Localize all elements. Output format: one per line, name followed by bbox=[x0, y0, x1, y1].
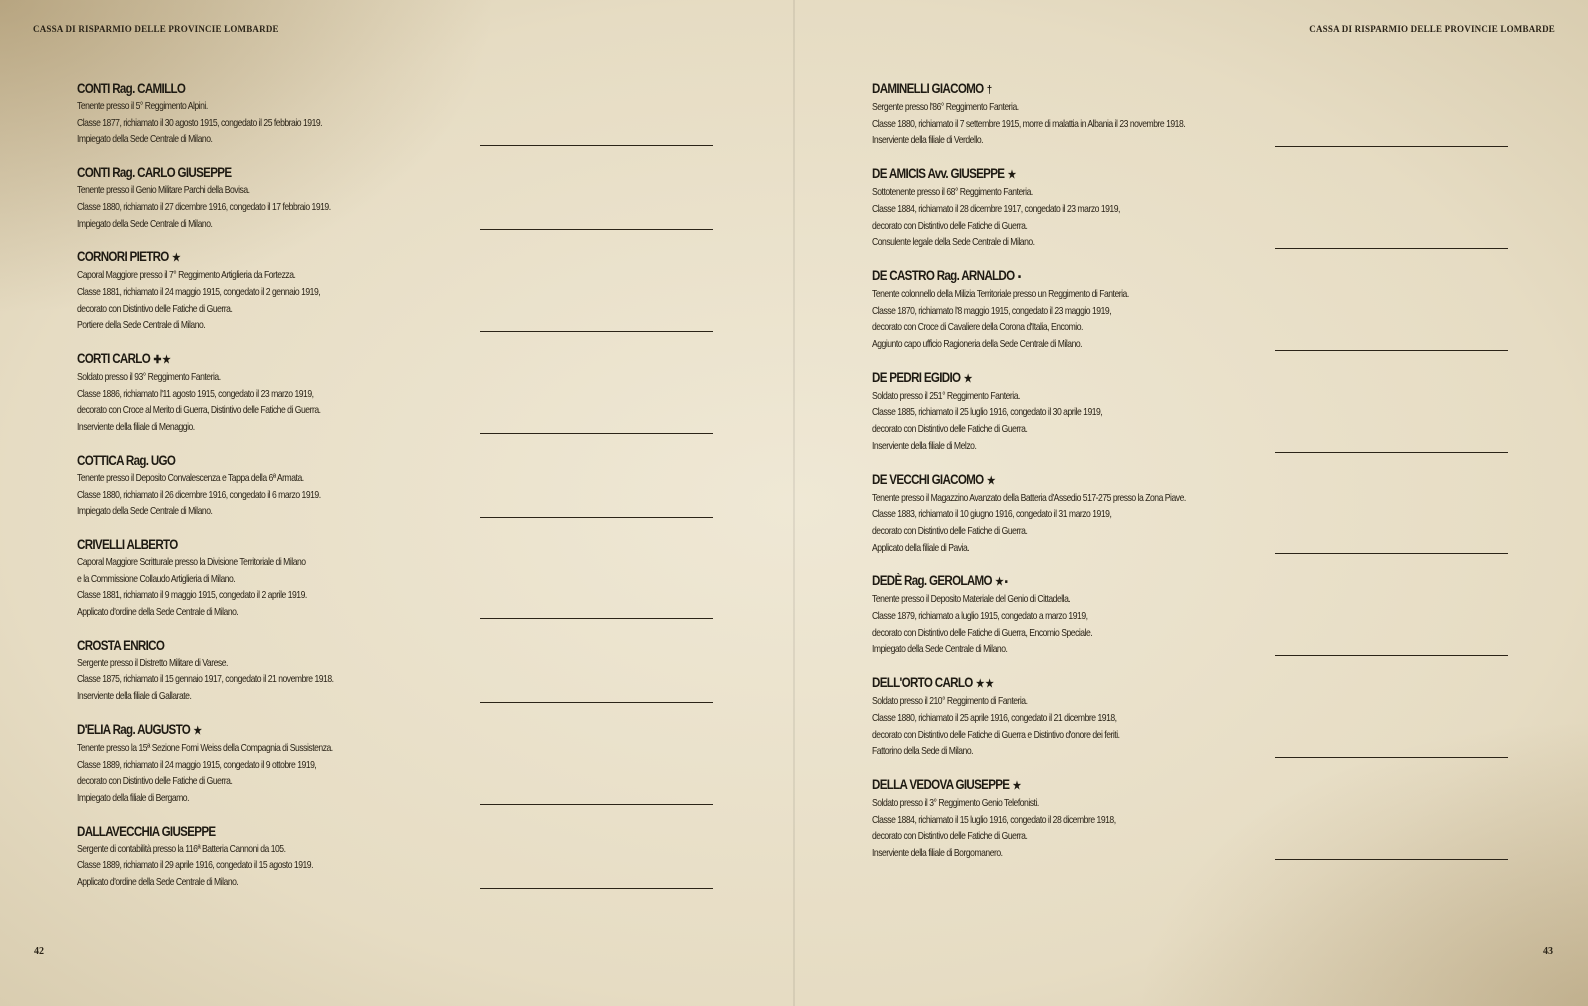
signature-rule bbox=[1275, 350, 1508, 351]
decoration-marks-icon: ★▪ bbox=[995, 576, 1009, 589]
entry-name bbox=[77, 823, 627, 841]
entry-detail-line: Sergente di contabilità presso la 116ª Batteria Cannoni da 105. bbox=[77, 842, 286, 855]
entry-detail-line: Consulente legale della Sede Centrale di Milano. bbox=[872, 236, 1035, 249]
decoration-marks-icon: † bbox=[986, 84, 994, 96]
entry-detail-line: Classe 1880, richiamato il 25 aprile 1916, congedato il 21 dicembre 1918, bbox=[872, 711, 1117, 724]
roll-entry bbox=[872, 267, 1512, 353]
entry-detail-line: Inserviente della filiale di Gallarate. bbox=[77, 690, 192, 703]
entry-detail-line: Classe 1881, richiamato il 9 maggio 1915, congedato il 2 aprile 1919. bbox=[77, 589, 307, 602]
left-page-column bbox=[77, 80, 717, 907]
signature-rule bbox=[1275, 757, 1508, 758]
entry-detail-line: Classe 1889, richiamato il 24 maggio 1915, congedato il 9 ottobre 1919, bbox=[77, 758, 317, 771]
entry-name-text: DE VECCHI GIACOMO bbox=[872, 471, 984, 487]
entry-detail-line: Sergente presso l'86° Reggimento Fanteria. bbox=[872, 101, 1019, 113]
signature-rule bbox=[480, 702, 713, 703]
entry-detail-line: Classe 1885, richiamato il 25 luglio 1916, congedato il 30 aprile 1919, bbox=[872, 406, 1103, 419]
decoration-marks-icon: ★ bbox=[1012, 779, 1023, 792]
entry-name bbox=[77, 721, 627, 740]
roll-entry bbox=[77, 536, 717, 621]
decoration-marks-icon: ★ bbox=[172, 252, 182, 265]
signature-rule bbox=[480, 517, 713, 518]
entry-name bbox=[872, 369, 1422, 388]
roll-entry bbox=[77, 823, 717, 891]
signature-rule bbox=[480, 145, 713, 146]
entry-name bbox=[872, 572, 1422, 591]
decoration-marks-icon: ★ bbox=[986, 474, 997, 487]
signature-rule bbox=[1275, 452, 1508, 453]
roll-entry bbox=[872, 572, 1512, 658]
entry-detail-line: Inserviente della filiale di Borgomanero. bbox=[872, 847, 1003, 860]
entry-detail-line: Soldato presso il 3° Reggimento Genio Telefonisti. bbox=[872, 796, 1039, 809]
entry-detail-line: Inserviente della filiale di Menaggio. bbox=[77, 421, 195, 434]
decoration-marks-icon: ★★ bbox=[976, 678, 995, 691]
entry-detail-line: Classe 1880, richiamato il 27 dicembre 1916, congedato il 17 febbraio 1919. bbox=[77, 200, 331, 213]
entry-detail-line: Tenente presso la 15ª Sezione Forni Weiss della Compagnia di Sussistenza. bbox=[77, 741, 333, 754]
entry-name-text: CRIVELLI ALBERTO bbox=[77, 536, 178, 552]
page-number-left: 42 bbox=[34, 946, 44, 957]
entry-detail-line: Applicato d'ordine della Sede Centrale di Milano. bbox=[77, 876, 239, 889]
roll-entry bbox=[872, 165, 1512, 251]
entry-detail-line: Sottotenente presso il 68° Reggimento Fanteria. bbox=[872, 186, 1033, 199]
entry-name-text: CONTI Rag. CARLO GIUSEPPE bbox=[77, 165, 232, 181]
entry-detail-line: Inserviente della filiale di Verdello. bbox=[872, 134, 984, 147]
entry-detail-line: Aggiunto capo ufficio Ragioneria della Sede Centrale di Milano. bbox=[872, 338, 1083, 351]
entry-detail-line: Classe 1883, richiamato il 10 giugno 1916, congedato il 31 marzo 1919, bbox=[872, 508, 1112, 521]
entry-name-text: CORNORI PIETRO bbox=[77, 249, 169, 265]
roll-entry bbox=[77, 350, 717, 436]
entry-detail-line: Classe 1877, richiamato il 30 agosto 1915, congedato il 25 febbraio 1919. bbox=[77, 116, 323, 129]
entry-detail-line: Classe 1879, richiamato a luglio 1915, congedato a marzo 1919, bbox=[872, 610, 1088, 623]
entry-name bbox=[872, 267, 1422, 286]
signature-rule bbox=[1275, 859, 1508, 860]
page-gutter bbox=[793, 0, 795, 1006]
entry-detail-line: Classe 1886, richiamato l'11 agosto 1915, congedato il 23 marzo 1919, bbox=[77, 387, 314, 400]
entry-detail-line: Classe 1889, richiamato il 29 aprile 1916, congedato il 15 agosto 1919. bbox=[77, 859, 313, 872]
entry-name-text: DE CASTRO Rag. ARNALDO bbox=[872, 267, 1015, 283]
entry-detail-line: Soldato presso il 93° Reggimento Fanteria. bbox=[77, 371, 221, 384]
entry-name-text: CONTI Rag. CAMILLO bbox=[77, 81, 186, 96]
entry-detail-line: Classe 1884, richiamato il 15 luglio 1916, congedato il 28 dicembre 1918, bbox=[872, 813, 1116, 826]
entry-detail-line: e la Commissione Collaudo Artiglieria di Milano. bbox=[77, 572, 236, 585]
signature-rule bbox=[480, 804, 713, 805]
signature-rule bbox=[1275, 146, 1508, 147]
entry-detail-line: decorato con Distintivo delle Fatiche di Guerra. bbox=[872, 219, 1028, 232]
entry-detail-line: Classe 1880, richiamato il 26 dicembre 1916, congedato il 6 marzo 1919. bbox=[77, 488, 321, 501]
entry-detail-line: decorato con Croce al Merito di Guerra, Distintivo delle Fatiche di Guerra. bbox=[77, 404, 321, 417]
decoration-marks-icon: ★ bbox=[963, 372, 974, 385]
entry-name bbox=[872, 471, 1422, 490]
roll-entry bbox=[872, 471, 1512, 557]
roll-entry bbox=[872, 369, 1512, 455]
entry-name bbox=[77, 637, 627, 655]
entry-detail-line: Applicato della filiale di Pavia. bbox=[872, 541, 970, 554]
entry-detail-line: decorato con Distintivo delle Fatiche di Guerra e Distintivo d'onore dei feriti. bbox=[872, 728, 1120, 741]
entry-name bbox=[77, 248, 627, 267]
entry-detail-line: Impiegato della Sede Centrale di Milano. bbox=[77, 505, 213, 518]
entry-name bbox=[77, 350, 627, 369]
entry-detail-line: Impiegato della Sede Centrale di Milano. bbox=[77, 217, 213, 230]
decoration-marks-icon: ▪ bbox=[1017, 270, 1023, 283]
entry-name bbox=[872, 674, 1422, 693]
entry-detail-line: Fattorino della Sede di Milano. bbox=[872, 745, 974, 758]
roll-entry bbox=[77, 164, 717, 232]
entry-detail-line: decorato con Distintivo delle Fatiche di Guerra. bbox=[872, 423, 1028, 436]
decoration-marks-icon: ★ bbox=[1007, 169, 1018, 182]
entry-name-text: DALLAVECCHIA GIUSEPPE bbox=[77, 823, 216, 839]
entry-detail-line: Tenente presso il Deposito Materiale del Genio di Cittadella. bbox=[872, 593, 1071, 606]
entry-detail-line: decorato con Distintivo delle Fatiche di Guerra. bbox=[872, 830, 1028, 843]
signature-rule bbox=[480, 331, 713, 332]
roll-entry bbox=[872, 80, 1512, 149]
entry-detail-line: Tenente presso il Deposito Convalescenza e Tappa della 6ª Armata. bbox=[77, 471, 304, 484]
entry-detail-line: decorato con Croce di Cavaliere della Corona d'Italia, Encomio. bbox=[872, 321, 1083, 334]
roll-entry bbox=[872, 776, 1512, 862]
decoration-marks-icon: ★ bbox=[193, 724, 203, 737]
entry-detail-line: decorato con Distintivo delle Fatiche di Guerra. bbox=[872, 524, 1028, 537]
signature-rule bbox=[480, 433, 713, 434]
entry-detail-line: Classe 1884, richiamato il 28 dicembre 1917, congedato il 23 marzo 1919, bbox=[872, 202, 1120, 215]
signature-rule bbox=[480, 888, 713, 889]
entry-name-text: D'ELIA Rag. AUGUSTO bbox=[77, 721, 191, 737]
entry-detail-line: Portiere della Sede Centrale di Milano. bbox=[77, 319, 206, 332]
roll-entry bbox=[77, 80, 717, 148]
right-page-column bbox=[872, 80, 1512, 878]
entry-name bbox=[872, 165, 1422, 184]
entry-name bbox=[872, 80, 1422, 99]
entry-detail-line: Impiegato della filiale di Bergamo. bbox=[77, 791, 190, 804]
signature-rule bbox=[1275, 248, 1508, 249]
entry-name-text: DAMINELLI GIACOMO bbox=[872, 81, 984, 96]
entry-name bbox=[872, 776, 1422, 795]
entry-name-text: CROSTA ENRICO bbox=[77, 637, 165, 653]
running-header-left: CASSA DI RISPARMIO DELLE PROVINCIE LOMBARDE bbox=[33, 24, 279, 34]
entry-detail-line: Sergente presso il Distretto Militare di Varese. bbox=[77, 656, 228, 669]
entry-detail-line: Soldato presso il 210° Reggimento di Fanteria. bbox=[872, 695, 1028, 708]
entry-name-text: DE AMICIS Avv. GIUSEPPE bbox=[872, 166, 1005, 182]
entry-detail-line: Tenente presso il Genio Militare Parchi della Bovisa. bbox=[77, 184, 250, 197]
entry-name bbox=[77, 536, 627, 554]
entry-detail-line: decorato con Distintivo delle Fatiche di Guerra, Encomio Speciale. bbox=[872, 626, 1093, 639]
signature-rule bbox=[1275, 655, 1508, 656]
signature-rule bbox=[480, 618, 713, 619]
entry-detail-line: Classe 1881, richiamato il 24 maggio 1915, congedato il 2 gennaio 1919, bbox=[77, 285, 321, 298]
entry-detail-line: Classe 1875, richiamato il 15 gennaio 1917, congedato il 21 novembre 1918. bbox=[77, 673, 334, 686]
entry-name-text: DELLA VEDOVA GIUSEPPE bbox=[872, 776, 1010, 792]
page-number-right: 43 bbox=[1543, 946, 1553, 957]
entry-detail-line: Caporal Maggiore presso il 7° Reggimento Artiglieria da Fortezza. bbox=[77, 269, 296, 282]
entry-detail-line: Caporal Maggiore Scritturale presso la Divisione Territoriale di Milano bbox=[77, 555, 306, 568]
entry-detail-line: Classe 1870, richiamato l'8 maggio 1915, congedato il 23 maggio 1919, bbox=[872, 304, 1112, 317]
roll-entry bbox=[77, 248, 717, 334]
entry-detail-line: Inserviente della filiale di Melzo. bbox=[872, 439, 977, 452]
signature-rule bbox=[1275, 553, 1508, 554]
entry-name-text: DELL'ORTO CARLO bbox=[872, 675, 973, 691]
entry-name-text: CORTI CARLO bbox=[77, 351, 151, 367]
signature-rule bbox=[480, 229, 713, 230]
entry-detail-line: Soldato presso il 251° Reggimento Fanteria. bbox=[872, 389, 1020, 402]
entry-detail-line: decorato con Distintivo delle Fatiche di Guerra. bbox=[77, 775, 233, 788]
roll-entry bbox=[77, 721, 717, 807]
entry-detail-line: Tenente colonnello della Milizia Territoriale presso un Reggimento di Fanteria. bbox=[872, 287, 1129, 300]
running-header-right: CASSA DI RISPARMIO DELLE PROVINCIE LOMBARDE bbox=[1309, 24, 1555, 34]
roll-entry bbox=[77, 637, 717, 705]
entry-detail-line: Tenente presso il 5° Reggimento Alpini. bbox=[77, 100, 208, 112]
entry-detail-line: Tenente presso il Magazzino Avanzato della Batteria d'Assedio 517-275 presso la Zona Piave. bbox=[872, 491, 1186, 504]
entry-name-text: COTTICA Rag. UGO bbox=[77, 452, 176, 468]
entry-detail-line: Applicato d'ordine della Sede Centrale di Milano. bbox=[77, 606, 239, 619]
entry-name bbox=[77, 164, 627, 182]
entry-name-text: DEDÈ Rag. GEROLAMO bbox=[872, 573, 992, 589]
entry-name bbox=[77, 452, 627, 470]
entry-name bbox=[77, 80, 627, 98]
entry-name-text: DE PEDRI EGIDIO bbox=[872, 369, 961, 385]
roll-entry bbox=[872, 674, 1512, 760]
entry-detail-line: Impiegato della Sede Centrale di Milano. bbox=[77, 133, 213, 146]
entry-detail-line: decorato con Distintivo delle Fatiche di Guerra. bbox=[77, 302, 233, 315]
entry-detail-line: Classe 1880, richiamato il 7 settembre 1915, morre di malattia in Albania il 23 novembre 1918. bbox=[872, 117, 1186, 130]
entry-detail-line: Impiegato della Sede Centrale di Milano. bbox=[872, 643, 1008, 656]
decoration-marks-icon: ✚★ bbox=[153, 354, 172, 367]
roll-entry bbox=[77, 452, 717, 520]
